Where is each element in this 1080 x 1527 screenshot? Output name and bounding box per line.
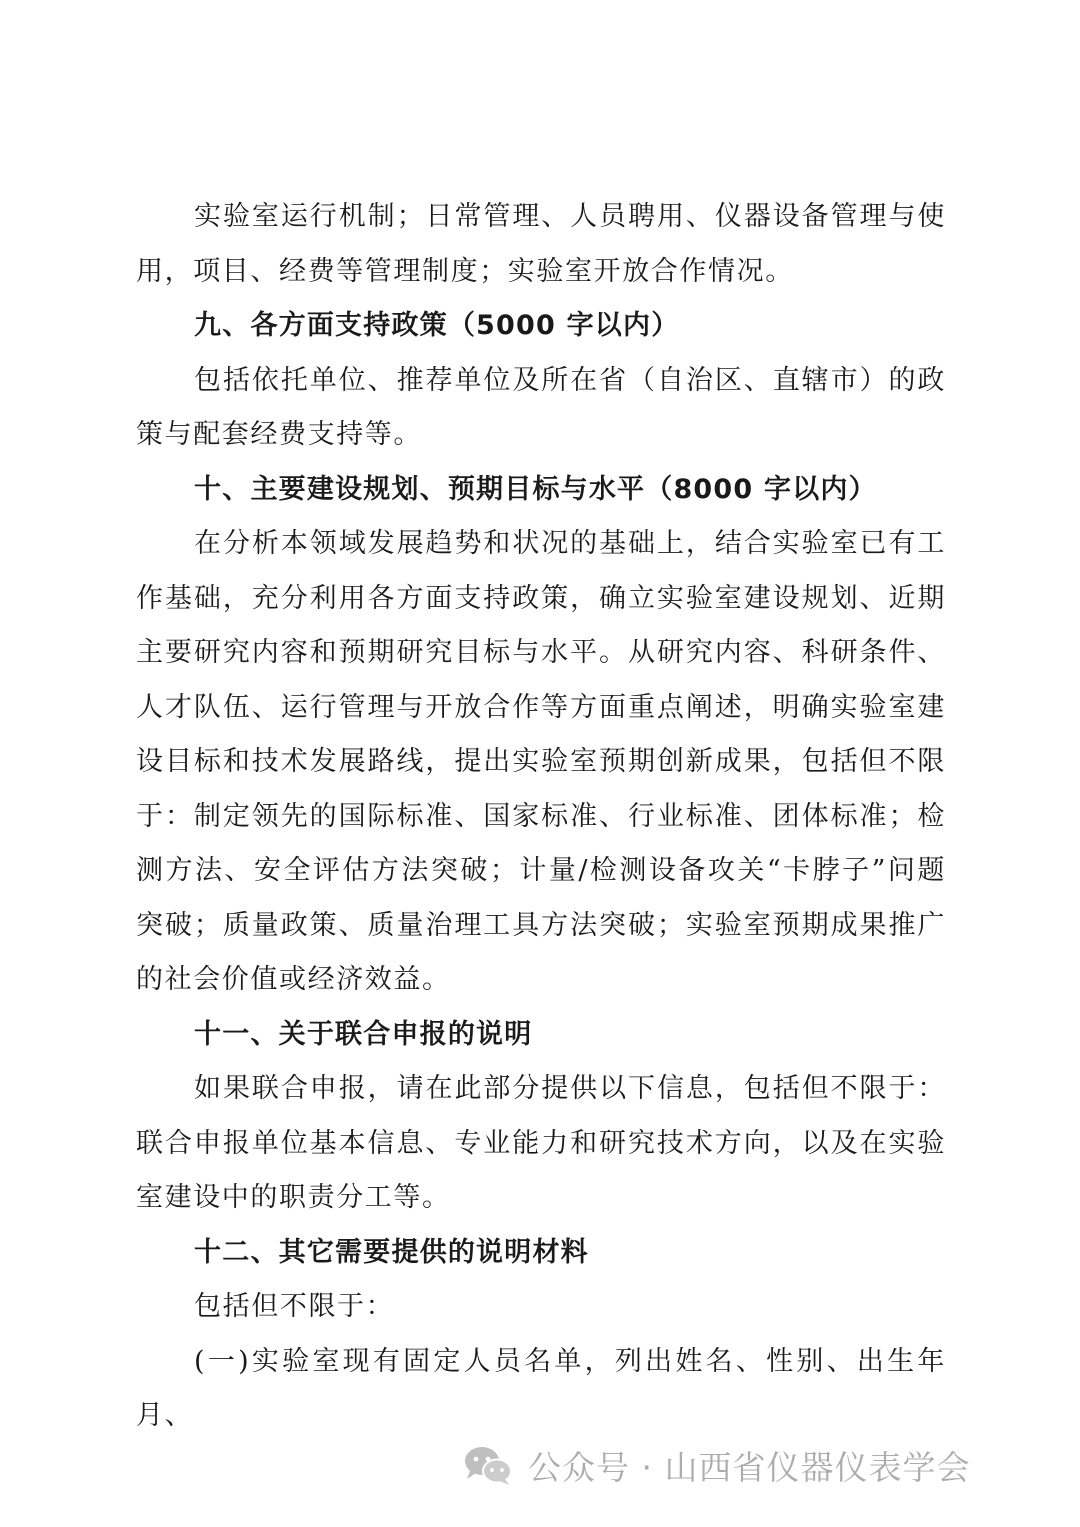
document-page <box>136 190 946 1444</box>
paragraph-list-item-1: (一)实验室现有固定人员名单，列出姓名、性别、出生年月、 <box>136 1345 946 1431</box>
paragraph-operation-mechanism: 实验室运行机制；日常管理、人员聘用、仪器设备管理与使用，项目、经费等管理制度；实验室开放合作情况。 <box>136 201 946 287</box>
paragraph-includes: 包括但不限于： <box>194 1291 395 1322</box>
heading-section-10: 十、主要建设规划、预期目标与水平（8000 字以内） <box>194 473 877 505</box>
paragraph-joint-application: 如果联合申报，请在此部分提供以下信息，包括但不限于：联合申报单位基本信息、专业能力和研究技术方向，以及在实验室建设中的职责分工等。 <box>136 1073 946 1213</box>
wechat-watermark <box>462 1443 970 1487</box>
wechat-icon <box>462 1443 514 1487</box>
heading-section-12: 十二、其它需要提供的说明材料 <box>194 1236 589 1268</box>
watermark-text: 公众号 · 山西省仪器仪表学会 <box>528 1447 971 1487</box>
paragraph-support-policy: 包括依托单位、推荐单位及所在省（自治区、直辖市）的政策与配套经费支持等。 <box>136 364 946 450</box>
heading-section-9: 九、各方面支持政策（5000 字以内） <box>194 310 680 341</box>
heading-section-11: 十一、关于联合申报的说明 <box>194 1018 533 1050</box>
paragraph-construction-plan: 在分析本领域发展趋势和状况的基础上，结合实验室已有工作基础，充分利用各方面支持政策，确立实验室建设规划、近期主要研究内容和预期研究目标与水平。从研究内容、科研条件、人才队伍、运行管理与开放合作等方面重点阐述，明确实验室建设目标和技术发展路线，提出实验室预期创新成果，包括但不限于：制定领先的国际标准、国家标准、行业标准、团体标准；检测方法、安全评估方法突破；计量/检测设备攻关“卡脖子”问题突破；质量政策、质量治理工具方法突破；实验室预期成果推广的社会价值或经济效益。 <box>136 528 946 995</box>
